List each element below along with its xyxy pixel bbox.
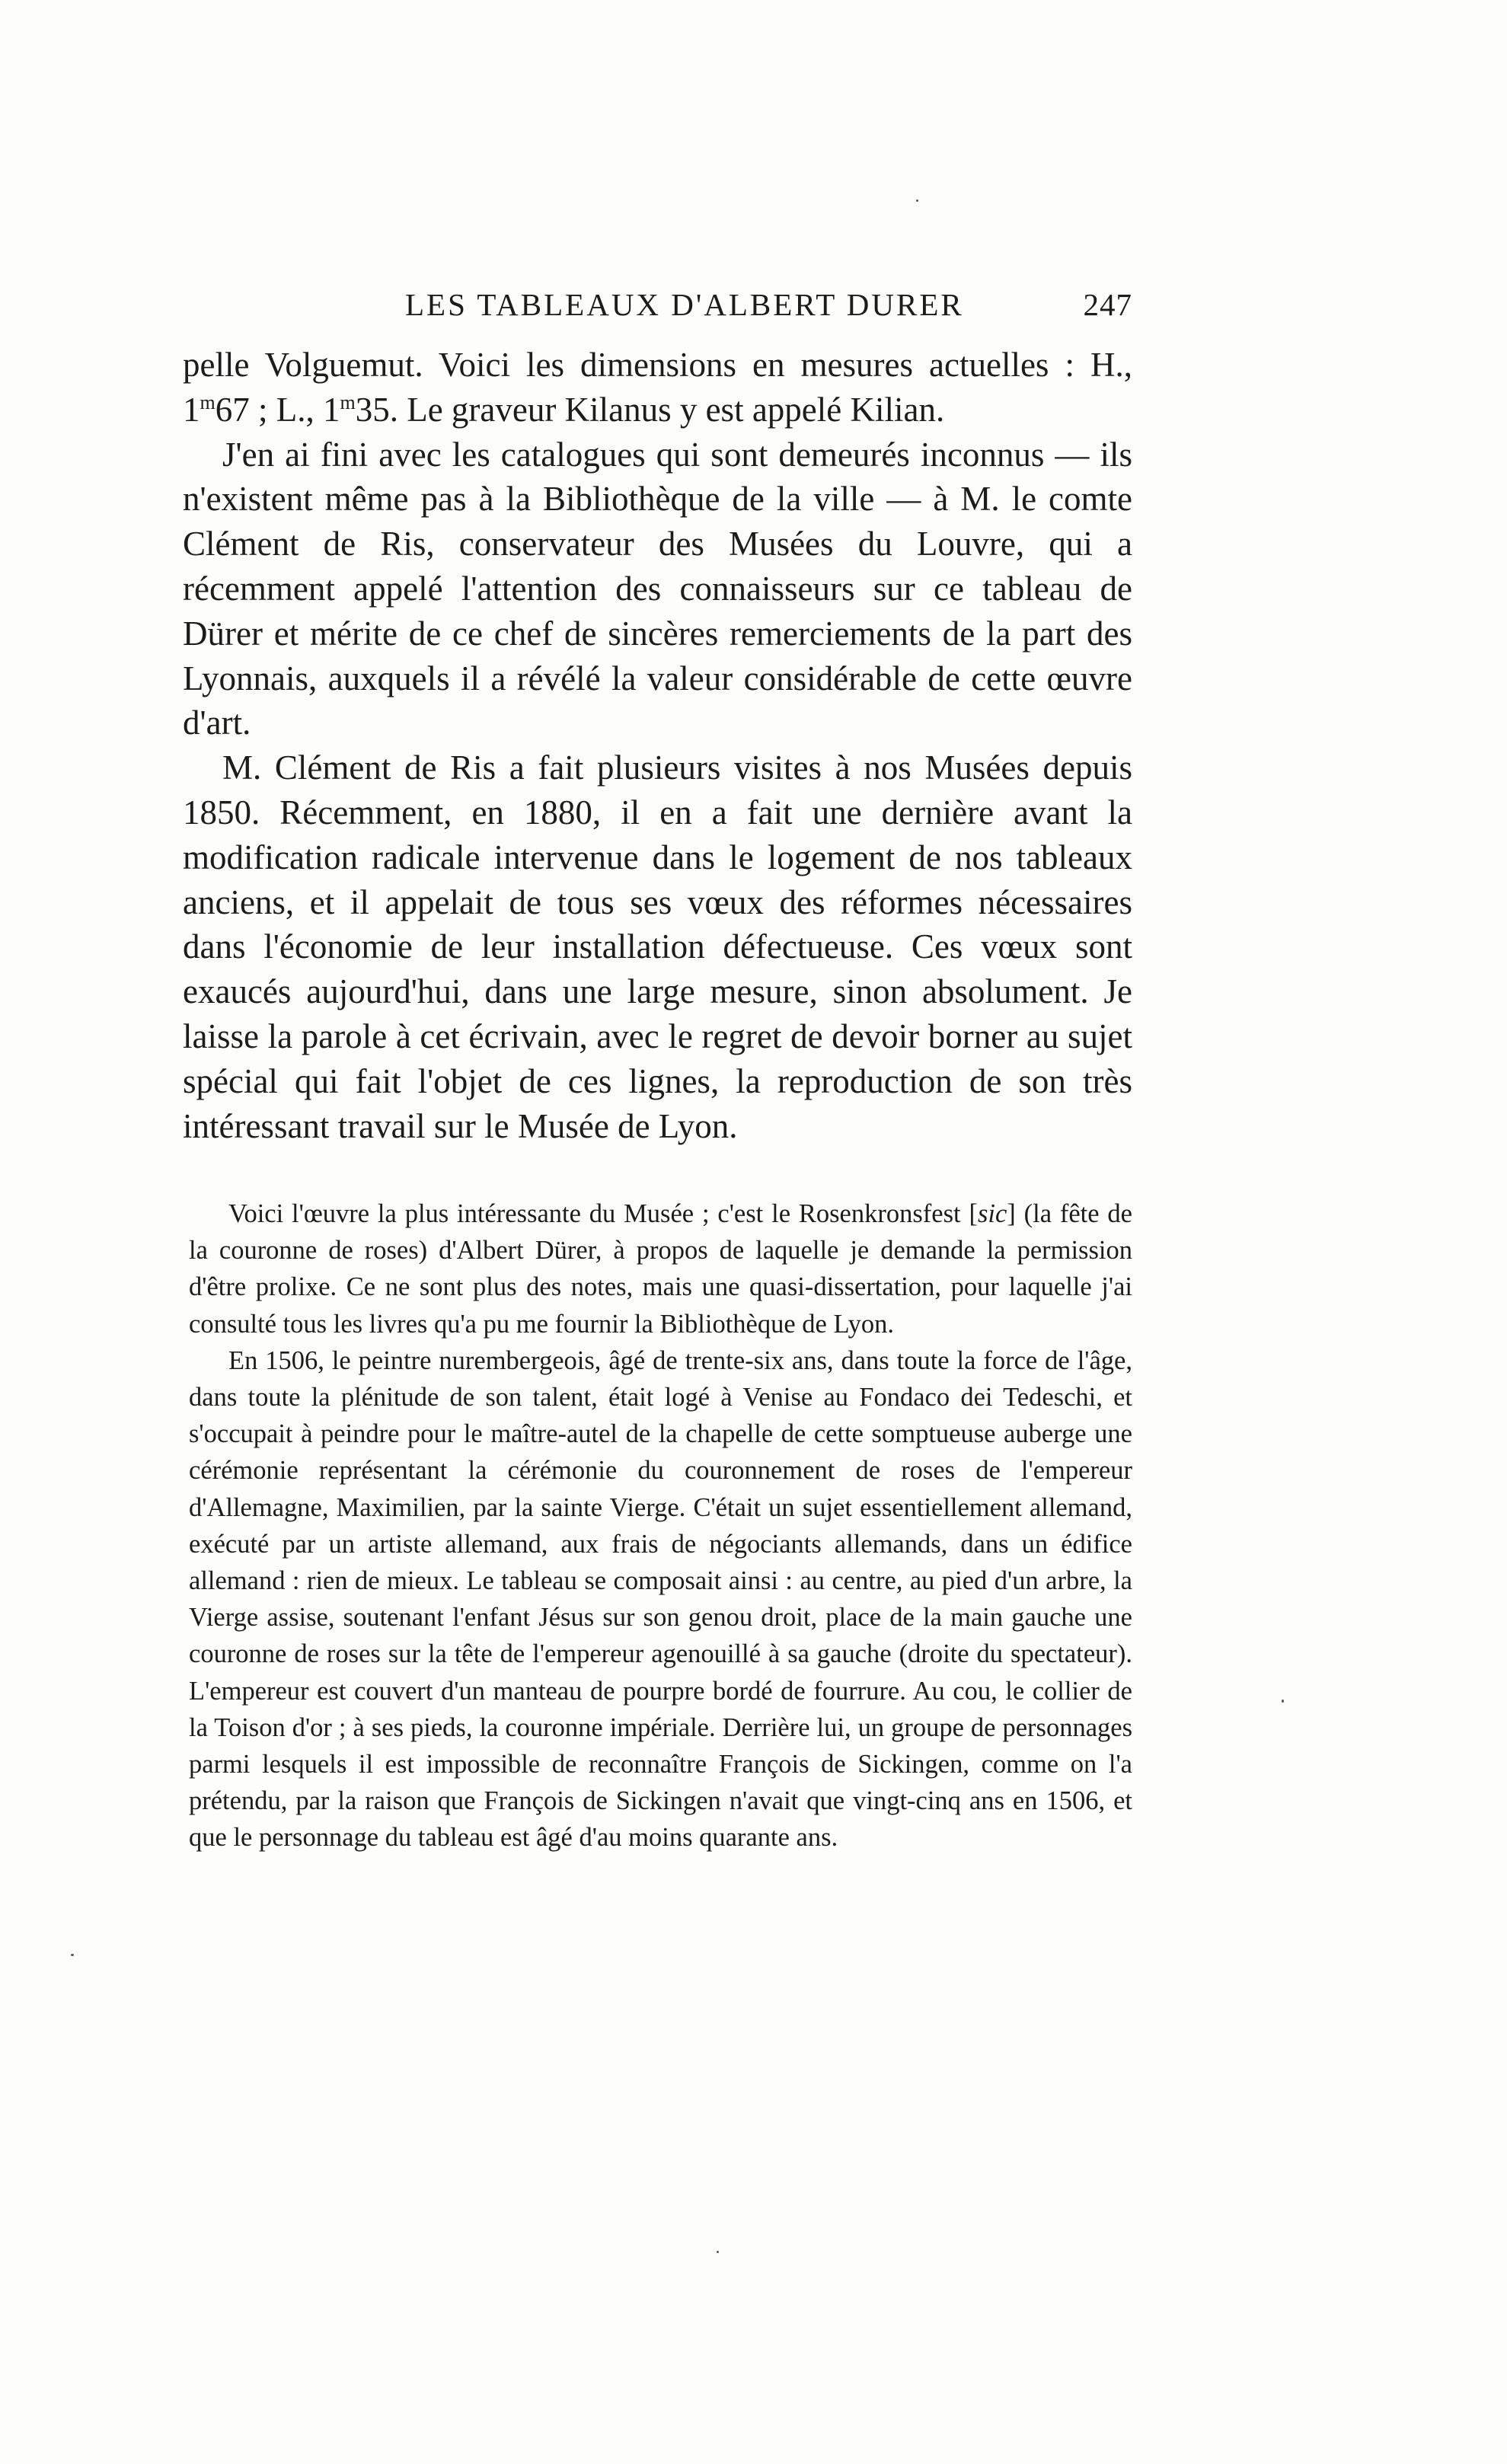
print-speck <box>1282 1700 1284 1703</box>
running-title: LES TABLEAUX D'ALBERT DURER <box>405 287 964 322</box>
print-speck <box>717 2251 719 2253</box>
page-number: 247 <box>1083 287 1132 322</box>
body-paragraph-3: M. Clément de Ris a fait plusieurs visites à nos Musées depuis 1850. Récemment, en 1880, il en a fait une dernière avant la modification radicale intervenue dans le logement de nos tableaux anciens, et il appelait de tous ses vœux des réformes nécessaires dans l'économie de leur installation défectueuse. Ces vœux sont exaucés aujourd'hui, dans une large mesure, sinon absolument. Je laisse la parole à cet écrivain, avec le regret de devoir borner au sujet spécial qui fait l'objet de ces lignes, la reproduction de son très intéressant travail sur le Musée de Lyon. <box>183 748 1132 1145</box>
print-speck <box>71 1954 74 1956</box>
running-head <box>183 286 1132 332</box>
body-paragraph-1: pelle Volguemut. Voici les dimensions en mesures actuelles : H., 1$^m$67 ; L., 1$^m$35. Le graveur Kilanus y est appelé Kilian. <box>183 346 1132 429</box>
quoted-text <box>189 1195 1132 1856</box>
quoted-paragraph-1: Voici l'œuvre la plus intéressante du Musée ; c'est le Rosenkronsfest [sic] (la fête de la couronne de roses) d'Albert Dürer, à propos de laquelle je demande la permission d'être prolixe. Ce ne sont plus des notes, mais une quasi-dissertation, pour laquelle j'ai consulté tous les livres qu'a pu me fournir la Bibliothèque de Lyon. <box>189 1199 1132 1339</box>
print-speck <box>916 199 918 202</box>
body-paragraph-2: J'en ai fini avec les catalogues qui sont demeurés inconnus — ils n'existent même pas à la Bibliothèque de la ville — à M. le comte Clément de Ris, conservateur des Musées du Louvre, qui a récemment appelé l'attention des connaisseurs sur ce tableau de Dürer et mérite de ce chef de sincères remerciements de la part des Lyonnais, auxquels il a révélé la valeur considérable de cette œuvre d'art. <box>183 435 1132 742</box>
quoted-paragraph-2: En 1506, le peintre nurembergeois, âgé de trente-six ans, dans toute la force de l'âge, dans toute la plénitude de son talent, était logé à Venise au Fondaco dei Tedeschi, et s'occupait à peindre pour le maître-autel de la chapelle de cette somptueuse auberge une cérémonie représentant la cérémonie du couronnement de roses de l'empereur d'Allemagne, Maximilien, par la sainte Vierge. C'était un sujet essentiellement allemand, exécuté par un artiste allemand, aux frais de négociants allemands, dans un édifice allemand : rien de mieux. Le tableau se composait ainsi : au centre, au pied d'un arbre, la Vierge assise, soutenant l'enfant Jésus sur son genou droit, place de la main gauche une couronne de roses sur la tête de l'empereur agenouillé à sa gauche (droite du spectateur). L'empereur est couvert d'un manteau de pourpre bordé de fourrure. Au cou, le collier de la Toison d'or ; à ses pieds, la couronne impériale. Derrière lui, un groupe de personnages parmi lesquels il est impossible de reconnaître François de Sickingen, comme on l'a prétendu, par la raison que François de Sickingen n'avait que vingt-cinq ans en 1506, et que le personnage du tableau est âgé d'au moins quarante ans. <box>189 1345 1132 1853</box>
main-text <box>183 343 1132 1148</box>
